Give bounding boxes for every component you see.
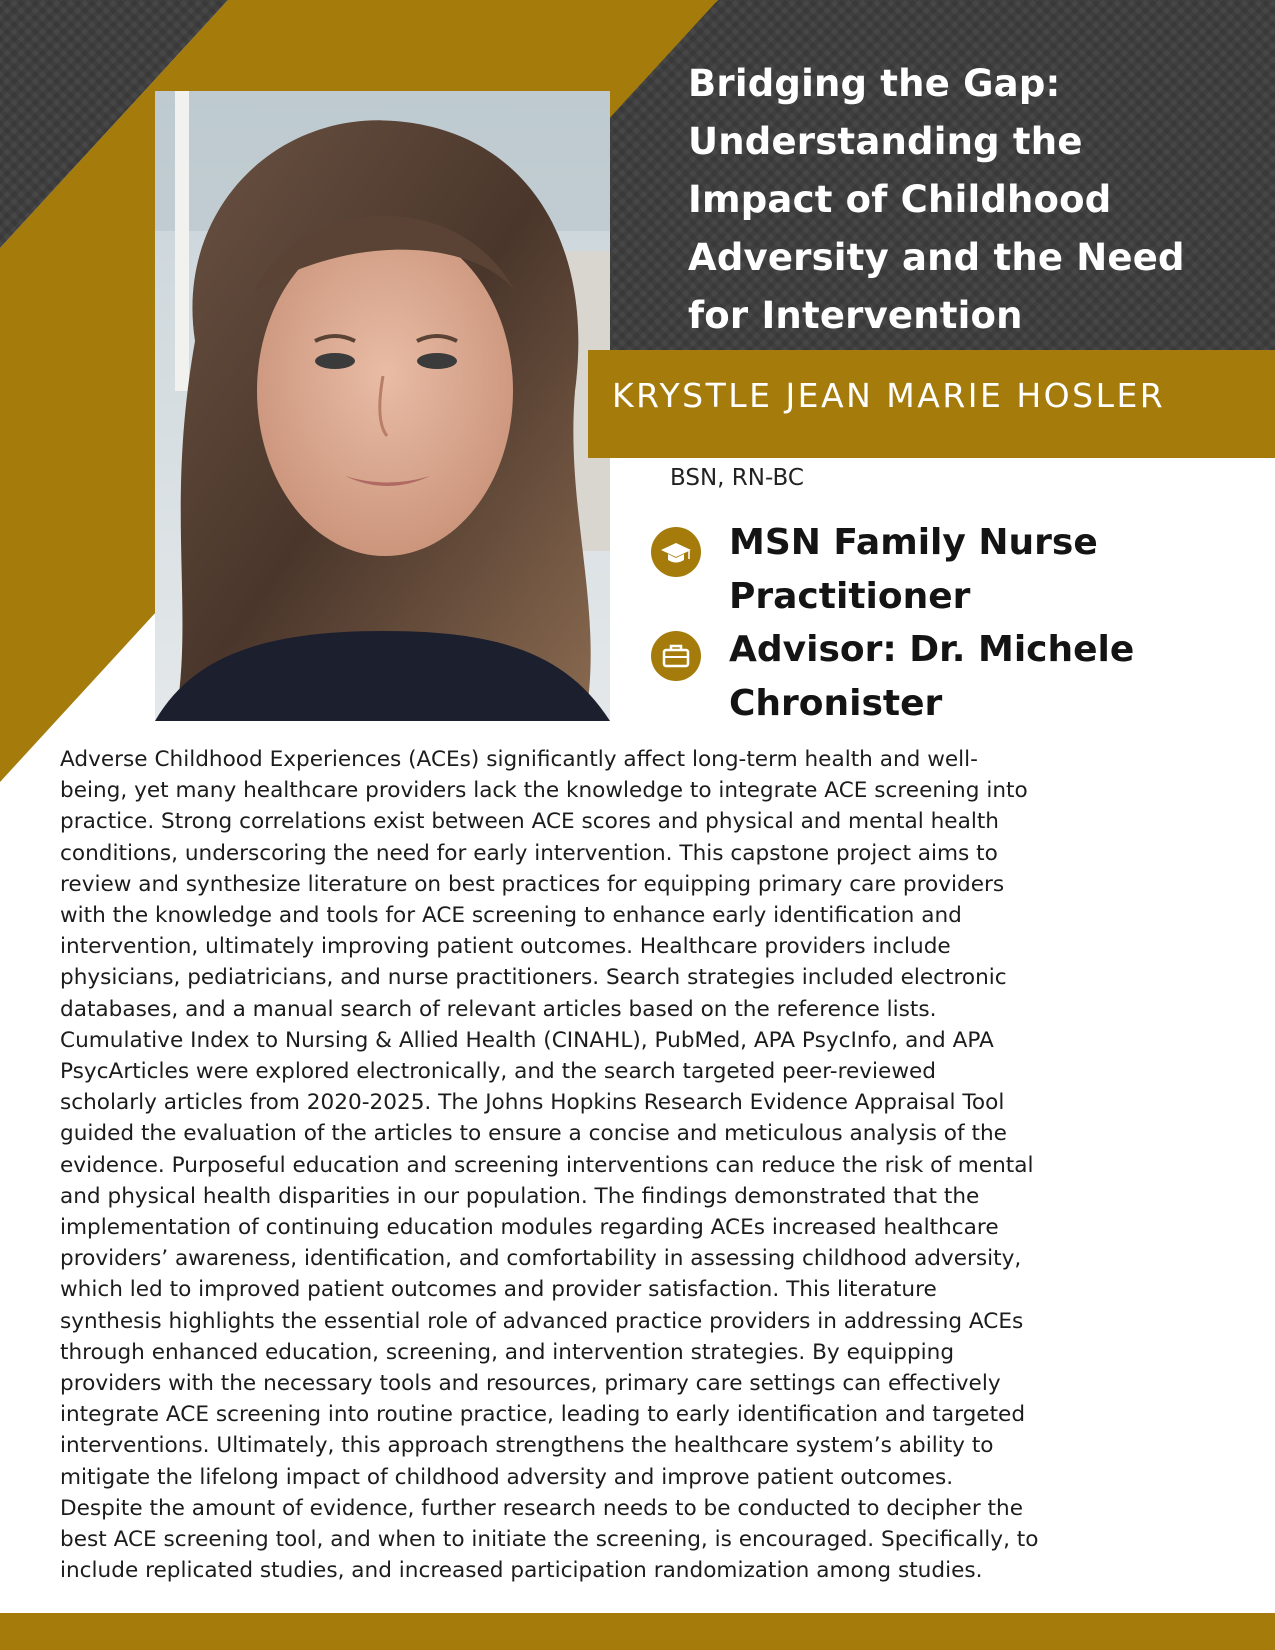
abstract-line: and physical health disparities in our population. The findings demonstrated that the <box>60 1183 980 1209</box>
advisor-line: Chronister <box>729 683 943 724</box>
abstract-line: providers’ awareness, identification, and comfortability in assessing childhood adversity, <box>60 1246 1022 1272</box>
abstract-line: physicians, pediatricians, and nurse practitioners. Search strategies included electronic <box>60 965 1007 991</box>
presenter-name: KRYSTLE JEAN MARIE HOSLER <box>612 376 1166 415</box>
program-line: Practitioner <box>729 576 971 617</box>
abstract-line: implementation of continuing education modules regarding ACEs increased healthcare <box>60 1215 999 1241</box>
abstract-line: providers with the necessary tools and resources, primary care settings can effectively <box>60 1371 1001 1397</box>
briefcase-icon <box>651 631 701 681</box>
abstract-line: conditions, underscoring the need for early intervention. This capstone project aims to <box>60 840 998 866</box>
advisor-line: Advisor: Dr. Michele <box>729 629 1135 670</box>
abstract-line: synthesis highlights the essential role of advanced practice providers in addressing ACEs <box>60 1308 1024 1334</box>
abstract-line: PsycArticles were explored electronically, and the search targeted peer-reviewed <box>60 1059 936 1085</box>
abstract-line: include replicated studies, and increased participation randomization among studies. <box>60 1558 983 1584</box>
credentials: BSN, RN-BC <box>670 465 804 491</box>
title-line: for Intervention <box>688 294 1023 337</box>
abstract-line: best ACE screening tool, and when to initiate the screening, is encouraged. Specifically, to <box>60 1527 1039 1553</box>
abstract-line: evidence. Purposeful education and screening interventions can reduce the risk of mental <box>60 1152 1034 1178</box>
abstract-line: being, yet many healthcare providers lack the knowledge to integrate ACE screening into <box>60 778 1028 804</box>
abstract-line: intervention, ultimately improving patient outcomes. Healthcare providers include <box>60 934 951 960</box>
abstract-line: Despite the amount of evidence, further research needs to be conducted to decipher the <box>60 1495 1023 1521</box>
graduation-cap-icon <box>651 527 701 577</box>
abstract-line: with the knowledge and tools for ACE screening to enhance early identification and <box>60 903 962 929</box>
abstract-line: which led to improved patient outcomes and provider satisfaction. This literature <box>60 1277 937 1303</box>
abstract-line: mitigate the lifelong impact of childhood adversity and improve patient outcomes. <box>60 1464 954 1490</box>
profile-photo <box>155 91 610 721</box>
abstract-line: review and synthesize literature on best practices for equipping primary care providers <box>60 871 1005 897</box>
abstract-line: integrate ACE screening into routine practice, leading to early identification and targeted <box>60 1402 1026 1428</box>
title-line: Bridging the Gap: <box>688 62 1061 105</box>
title-line: Impact of Childhood <box>688 178 1112 221</box>
footer-bar <box>0 1613 1275 1650</box>
abstract-line: scholarly articles from 2020-2025. The Johns Hopkins Research Evidence Appraisal Tool <box>60 1090 1005 1116</box>
abstract-line: guided the evaluation of the articles to ensure a concise and meticulous analysis of the <box>60 1121 1007 1147</box>
abstract-line: Adverse Childhood Experiences (ACEs) significantly affect long-term health and well- <box>60 747 978 772</box>
abstract-line: interventions. Ultimately, this approach strengthens the healthcare system’s ability to <box>60 1433 994 1459</box>
abstract-line: practice. Strong correlations exist between ACE scores and physical and mental health <box>60 809 999 835</box>
title-line: Understanding the <box>688 120 1083 163</box>
abstract-text <box>60 744 1225 1586</box>
abstract-line: Cumulative Index to Nursing & Allied Health (CINAHL), PubMed, APA PsycInfo, and APA <box>60 1027 994 1053</box>
title-line: Adversity and the Need <box>688 236 1185 279</box>
program-line: MSN Family Nurse <box>729 522 1098 563</box>
abstract-line: through enhanced education, screening, and intervention strategies. By equipping <box>60 1339 955 1365</box>
poster-title <box>688 55 1258 345</box>
abstract-line: databases, and a manual search of relevant articles based on the reference lists. <box>60 996 937 1022</box>
